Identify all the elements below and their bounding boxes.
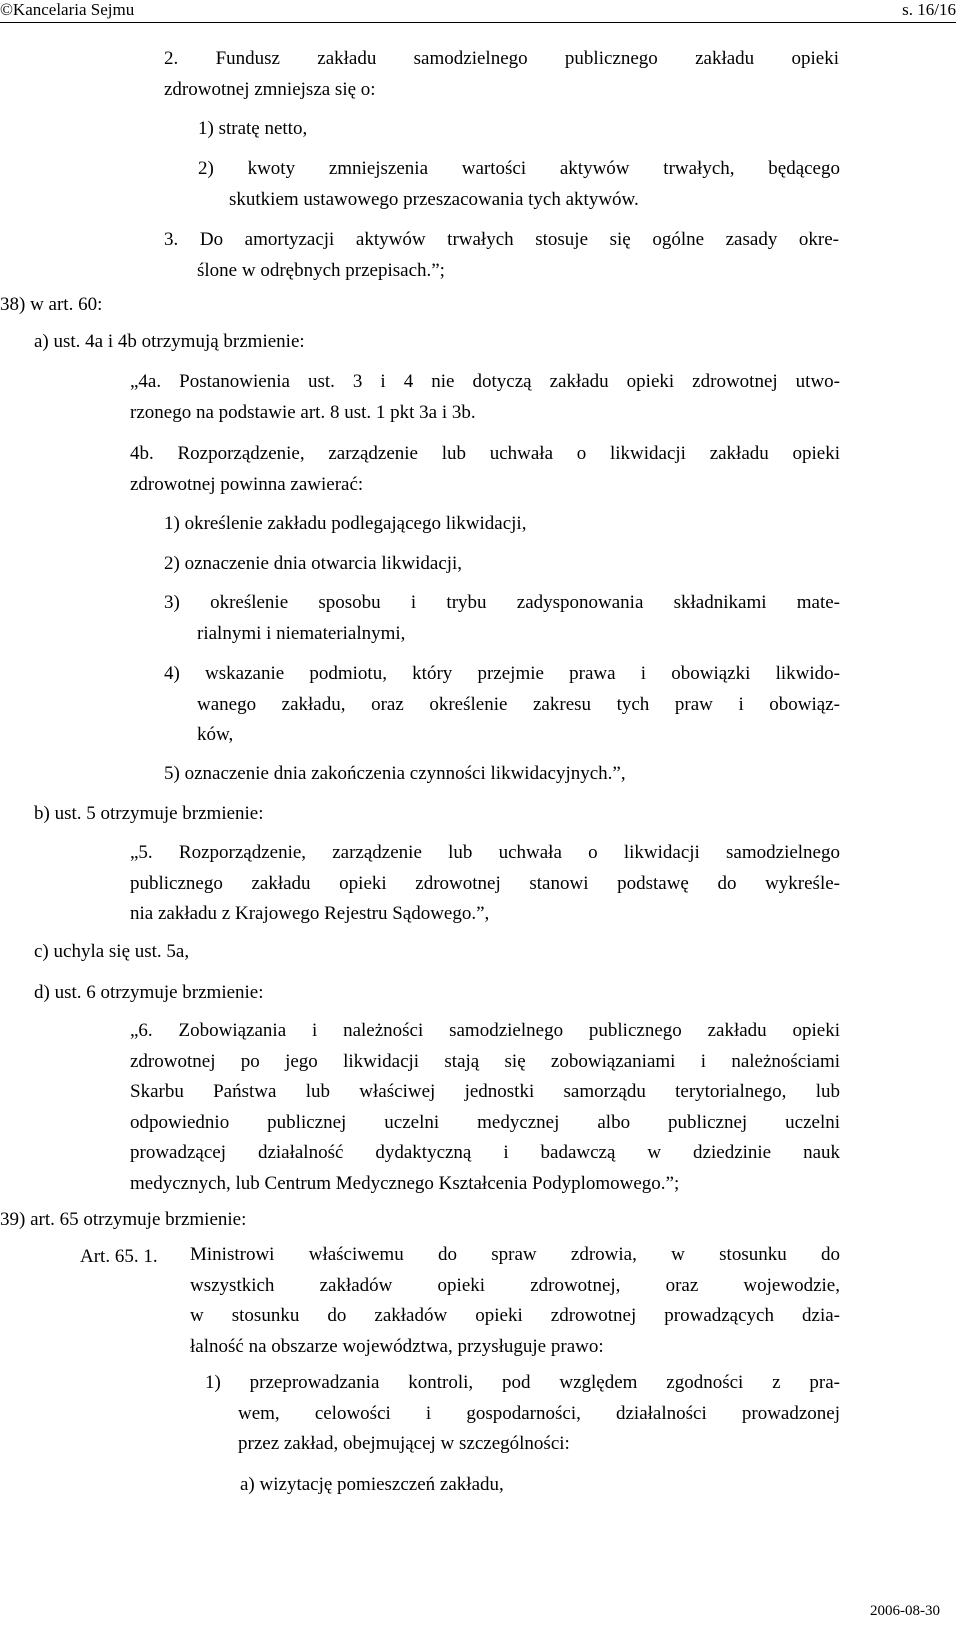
amendment-39: 39) art. 65 otrzymuje brzmienie: <box>0 1209 247 1230</box>
text-line: medycznych, lub Centrum Medycznego Kształcenia Podyplomowego.”; <box>130 1172 680 1194</box>
text-line: 3. Do amortyzacji aktywów trwałych stosuje się ogólne zasady okre- <box>164 229 839 250</box>
text-line: Skarbu Państwa lub właściwej jednostki samorządu terytorialnego, lub <box>130 1081 840 1102</box>
list-item <box>164 659 840 751</box>
page-header <box>0 0 960 26</box>
text-line: ślone w odrębnych przepisach.”; <box>197 259 445 281</box>
text-line: przez zakład, obejmującej w szczególności: <box>238 1433 570 1454</box>
paragraph-4b <box>130 439 840 500</box>
amendment-38c: c) uchyla się ust. 5a, <box>34 941 190 962</box>
text-line: nia zakładu z Krajowego Rejestru Sądowego.”, <box>130 903 490 924</box>
article-65-text <box>190 1240 840 1362</box>
text-line: prowadzącej działalność dydaktyczną i badawczą w dziedzinie nauk <box>130 1142 840 1163</box>
text-line: w stosunku do zakładów opieki zdrowotnej prowadzących dzia- <box>190 1305 840 1326</box>
text-line: 2) kwoty zmniejszenia wartości aktywów trwałych, będącego <box>198 158 840 179</box>
list-item <box>205 1368 840 1460</box>
list-item: 1) stratę netto, <box>198 118 308 139</box>
text-line: 3) określenie sposobu i trybu zadysponowania składnikami mate- <box>164 592 840 613</box>
text-line: rialnymi i niematerialnymi, <box>197 622 406 644</box>
paragraph-4a <box>130 367 840 428</box>
text-line: rzonego na podstawie art. 8 ust. 1 pkt 3a i 3b. <box>130 401 476 423</box>
text-line: zdrowotnej zmniejsza się o: <box>164 78 376 100</box>
header-page-number: s. 16/16 <box>902 0 956 19</box>
article-label: Art. 65. 1. <box>80 1246 158 1267</box>
text-line: 2. Fundusz zakładu samodzielnego publicznego zakładu opieki <box>164 48 839 69</box>
header-rule <box>0 22 956 23</box>
text-line: wanego zakładu, oraz określenie zakresu tych praw i obowiąz- <box>197 693 840 715</box>
amendment-38: 38) w art. 60: <box>0 294 103 315</box>
text-line: 1) przeprowadzania kontroli, pod względem zgodności z pra- <box>205 1372 840 1393</box>
list-item <box>164 588 840 649</box>
paragraph-5 <box>130 838 840 930</box>
text-line: skutkiem ustawowego przeszacowania tych aktywów. <box>229 188 639 210</box>
header-source: ©Kancelaria Sejmu <box>0 0 135 19</box>
list-item: 5) oznaczenie dnia zakończenia czynności likwidacyjnych.”, <box>164 763 626 784</box>
text-line: 4b. Rozporządzenie, zarządzenie lub uchwała o likwidacji zakładu opieki <box>130 443 840 464</box>
list-item: 2) oznaczenie dnia otwarcia likwidacji, <box>164 553 463 574</box>
amendment-38b: b) ust. 5 otrzymuje brzmienie: <box>34 803 264 824</box>
text-line: wem, celowości i gospodarności, działalności prowadzonej <box>238 1402 840 1424</box>
text-line: odpowiednio publicznej uczelni medycznej albo publicznej uczelni <box>130 1111 840 1133</box>
list-item: a) wizytację pomieszczeń zakładu, <box>240 1474 504 1495</box>
text-line: Ministrowi właściwemu do spraw zdrowia, w stosunku do <box>190 1244 840 1265</box>
footer-date: 2006-08-30 <box>870 1603 940 1619</box>
paragraph-6 <box>130 1016 840 1199</box>
text-line: „4a. Postanowienia ust. 3 i 4 nie dotyczą zakładu opieki zdrowotnej utwo- <box>130 371 840 392</box>
text-line: łalność na obszarze województwa, przysługuje prawo: <box>190 1335 604 1357</box>
text-line: publicznego zakładu opieki zdrowotnej stanowi podstawę do wykreśle- <box>130 872 840 894</box>
amendment-38d: d) ust. 6 otrzymuje brzmienie: <box>34 982 264 1003</box>
text-line: zdrowotnej po jego likwidacji stają się zobowiązaniami i należnościami <box>130 1050 840 1072</box>
list-item: 1) określenie zakładu podlegającego likwidacji, <box>164 513 527 534</box>
text-line: wszystkich zakładów opieki zdrowotnej, oraz wojewodzie, <box>190 1274 840 1296</box>
paragraph-2 <box>164 44 839 105</box>
amendment-38a: a) ust. 4a i 4b otrzymują brzmienie: <box>34 331 305 352</box>
text-line: ków, <box>197 724 234 745</box>
paragraph-3 <box>164 225 839 286</box>
text-line: „6. Zobowiązania i należności samodzielnego publicznego zakładu opieki <box>130 1020 840 1041</box>
text-line: „5. Rozporządzenie, zarządzenie lub uchwała o likwidacji samodzielnego <box>130 842 840 863</box>
list-item <box>198 154 840 215</box>
text-line: zdrowotnej powinna zawierać: <box>130 473 364 495</box>
text-line: 4) wskazanie podmiotu, który przejmie prawa i obowiązki likwido- <box>164 663 840 684</box>
